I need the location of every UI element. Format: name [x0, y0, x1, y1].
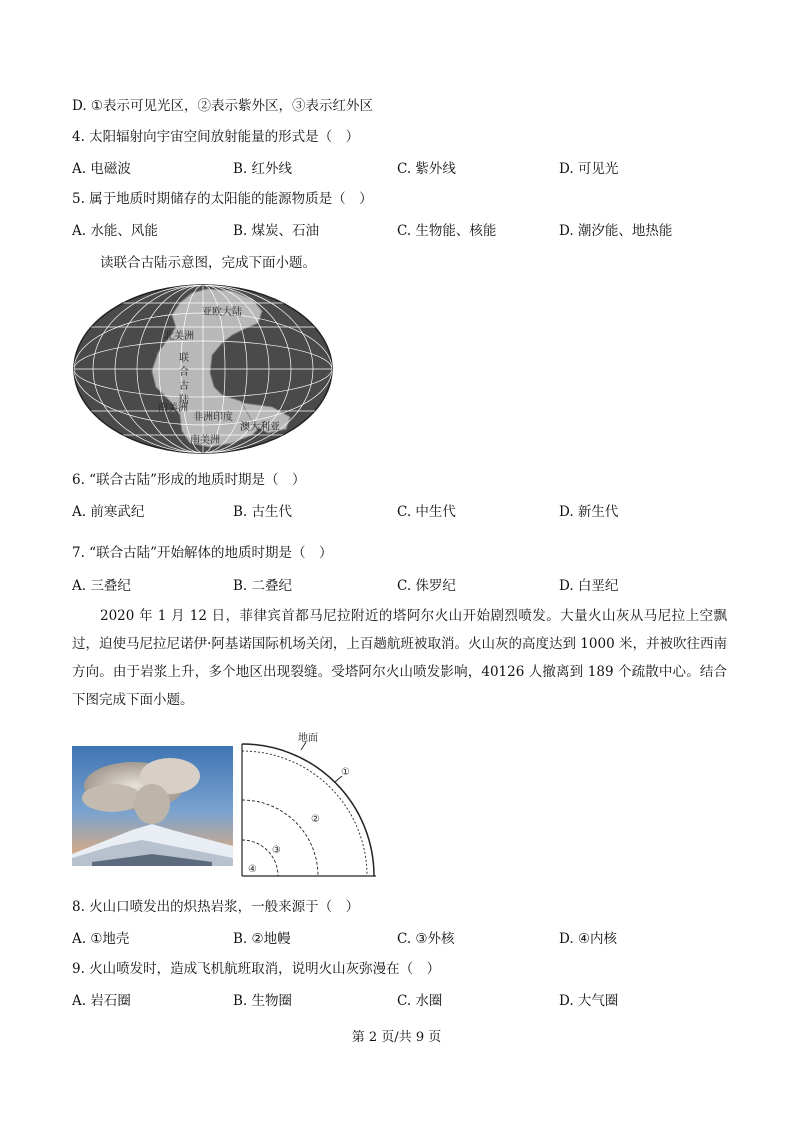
label-pangaea-3: 古 [179, 381, 189, 392]
label-eurasia: 亚欧大陆 [202, 307, 242, 318]
q9-option-b[interactable]: B. 生物圈 [233, 993, 293, 1009]
q4-option-b[interactable]: B. 红外线 [233, 161, 293, 177]
label-australia: 澳大利亚 [240, 422, 280, 433]
q6-options [72, 503, 732, 521]
q9-stem: 9. 火山喷发时，造成飞机航班取消，说明火山灰弥漫在（ ） [72, 961, 441, 977]
q9-option-a[interactable]: A. 岩石圈 [72, 993, 131, 1009]
q7-option-c[interactable]: C. 侏罗纪 [397, 578, 456, 594]
label-north-america: 北美洲 [164, 331, 194, 342]
label-pangaea-1: 联 [179, 353, 189, 364]
label-pangaea-2: 合 [179, 367, 189, 378]
q8-option-a[interactable]: A. ①地壳 [72, 931, 130, 947]
q8-option-d[interactable]: D. ④内核 [559, 931, 618, 947]
q5-option-a[interactable]: A. 水能、风能 [72, 223, 158, 239]
q6-option-a[interactable]: A. 前寒武纪 [72, 504, 145, 520]
q5-option-d[interactable]: D. 潮汐能、地热能 [559, 223, 673, 239]
earth-interior-diagram [238, 730, 380, 880]
q4-option-a[interactable]: A. 电磁波 [72, 161, 131, 177]
volcano-paragraph: 2020 年 1 月 12 日，菲律宾首都马尼拉附近的塔阿尔火山开始剧烈喷发。大量火山灰从马尼拉上空飘过，迫使马尼拉尼诺伊·阿基诺国际机场关闭，上百趟航班被取消。火山灰的高度达到 1000 米，并被吹往西南方向。由于岩浆上升，多个地区出现裂缝。受塔阿尔火山喷发影响，40126 人撤离到 189 个疏散中心。结合下图完成下面小题。 [72, 608, 727, 708]
q7-option-a[interactable]: A. 三叠纪 [72, 578, 131, 594]
q7-options [72, 577, 732, 595]
pangaea-intro: 读联合古陆示意图，完成下面小题。 [100, 255, 316, 271]
q9-option-c[interactable]: C. 水圈 [397, 993, 443, 1009]
q5-option-b[interactable]: B. 煤炭、石油 [233, 223, 320, 239]
q5-stem: 5. 属于地质时期储存的太阳能的能源物质是（ ） [72, 191, 373, 207]
label-antarctica: 南美洲 [190, 435, 220, 446]
q4-options [72, 160, 732, 178]
q3-option-d: D. ①表示可见光区，②表示紫外区，③表示红外区 [72, 98, 374, 114]
q7-option-b[interactable]: B. 二叠纪 [233, 578, 293, 594]
q6-option-c[interactable]: C. 中生代 [397, 504, 456, 520]
layer-2-label: ② [311, 814, 320, 825]
label-pangaea-4: 陆 [179, 395, 189, 406]
label-south-america: 南美洲 [158, 403, 188, 414]
q7-stem: 7. “联合古陆”开始解体的地质时期是（ ） [72, 545, 333, 561]
q6-stem: 6. “联合古陆”形成的地质时期是（ ） [72, 472, 306, 488]
layer-1-label: ① [341, 767, 350, 778]
layer-3-label: ③ [272, 845, 281, 856]
q8-stem: 8. 火山口喷发出的炽热岩浆，一般来源于（ ） [72, 899, 360, 915]
layer-4-label: ④ [248, 864, 257, 875]
q8-option-b[interactable]: B. ②地幔 [233, 931, 291, 947]
q9-option-d[interactable]: D. 大气圈 [559, 993, 619, 1009]
label-africa-india: 非洲印度 [193, 412, 233, 423]
q5-options [72, 222, 732, 240]
q8-option-c[interactable]: C. ③外核 [397, 931, 455, 947]
q5-option-c[interactable]: C. 生物能、核能 [397, 223, 497, 239]
page-footer: 第 2 页/共 9 页 [351, 1030, 442, 1045]
volcano-photo [72, 746, 233, 866]
q4-option-c[interactable]: C. 紫外线 [397, 161, 456, 177]
q7-option-d[interactable]: D. 白垩纪 [559, 578, 619, 594]
q6-option-d[interactable]: D. 新生代 [559, 504, 619, 520]
q8-options [72, 930, 732, 948]
surface-label: 地面 [298, 733, 318, 744]
q6-option-b[interactable]: B. 古生代 [233, 504, 293, 520]
q9-options [72, 992, 732, 1010]
q4-stem: 4. 太阳辐射向宇宙空间放射能量的形式是（ ） [72, 129, 360, 145]
q4-option-d[interactable]: D. 可见光 [559, 161, 619, 177]
pangaea-map [72, 283, 334, 455]
